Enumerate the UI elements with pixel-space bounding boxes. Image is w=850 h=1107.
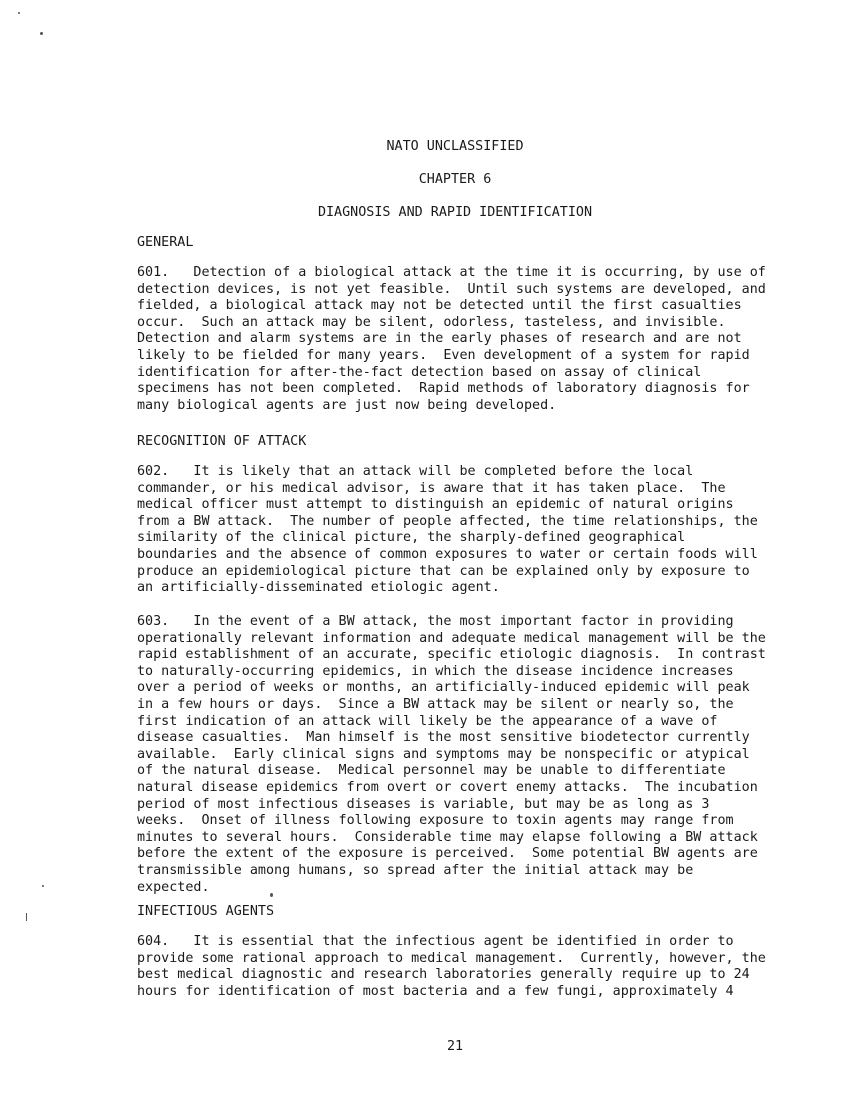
text-line: likely to be fielded for many years. Even development of a system for rapid	[137, 347, 750, 363]
scan-speck	[42, 885, 44, 887]
text-line: many biological agents are just now being developed.	[137, 397, 557, 413]
text-line: occur. Such an attack may be silent, odorless, tasteless, and invisible.	[137, 314, 726, 330]
paragraph-602	[137, 464, 758, 597]
chapter-title: DIAGNOSIS AND RAPID IDENTIFICATION	[317, 205, 593, 220]
text-line: before the extent of the exposure is perceived. Some potential BW agents are	[137, 846, 758, 862]
text-line: identification for after-the-fact detection based on assay of clinical	[137, 364, 702, 380]
text-line: specimens has not been completed. Rapid methods of laboratory diagnosis for	[137, 381, 750, 397]
text-line: rapid establishment of an accurate, specific etiologic diagnosis. In contrast	[137, 647, 766, 663]
text-line: in a few hours or days. Since a BW attack may be silent or nearly so, the	[137, 696, 734, 712]
text-line: 603. In the event of a BW attack, the most important factor in providing	[137, 614, 734, 629]
text-line: from a BW attack. The number of people affected, the time relationships, the	[137, 513, 758, 529]
text-line: 601. Detection of a biological attack at the time it is occurring, by use of	[137, 265, 766, 280]
text-line: natural disease epidemics from overt or covert enemy attacks. The incubation	[137, 779, 758, 795]
scan-speck	[18, 12, 20, 14]
text-line: minutes to several hours. Considerable time may elapse following a BW attack	[137, 829, 758, 845]
text-line: 602. It is likely that an attack will be completed before the local	[137, 464, 694, 479]
section-heading-recognition: RECOGNITION OF ATTACK	[137, 434, 307, 449]
text-line: Detection and alarm systems are in the early phases of research and are not	[137, 331, 742, 347]
paragraph-603	[137, 614, 766, 896]
text-line: weeks. Onset of illness following exposure to toxin agents may range from	[137, 813, 734, 829]
text-line: boundaries and the absence of common exposures to water or certain foods will	[137, 546, 758, 562]
text-line: medical officer must attempt to distinguish an epidemic of natural origins	[137, 497, 734, 513]
text-line: provide some rational approach to medical management. Currently, however, the	[137, 950, 766, 966]
page-number: 21	[446, 1039, 464, 1054]
text-line: operationally relevant information and adequate medical management will be the	[137, 630, 766, 646]
text-line: fielded, a biological attack may not be detected until the first casualties	[137, 298, 742, 314]
text-line: disease casualties. Man himself is the most sensitive biodetector currently	[137, 730, 750, 746]
chapter-number: CHAPTER 6	[418, 172, 492, 187]
text-line: commander, or his medical advisor, is aware that it has taken place. The	[137, 480, 726, 496]
text-line: over a period of weeks or months, an artificially-induced epidemic will peak	[137, 680, 750, 696]
scan-speck	[26, 913, 27, 921]
scan-speck	[40, 32, 43, 35]
classification-marking: NATO UNCLASSIFIED	[386, 139, 524, 154]
section-heading-infectious: INFECTIOUS AGENTS	[137, 904, 275, 919]
text-line: 604. It is essential that the infectious agent be identified in order to	[137, 934, 734, 949]
text-line: produce an epidemiological picture that can be explained only by exposure to	[137, 563, 750, 579]
text-line: transmissible among humans, so spread after the initial attack may be	[137, 862, 694, 878]
text-line: available. Early clinical signs and symptoms may be nonspecific or atypical	[137, 746, 750, 762]
text-line: hours for identification of most bacteria and a few fungi, approximately 4	[137, 983, 734, 999]
scan-speck	[270, 893, 273, 897]
text-line: detection devices, is not yet feasible. Until such systems are developed, and	[137, 281, 766, 297]
text-line: best medical diagnostic and research laboratories generally require up to 24	[137, 967, 750, 983]
text-line: period of most infectious diseases is variable, but may be as long as 3	[137, 796, 710, 812]
text-line: of the natural disease. Medical personnel may be unable to differentiate	[137, 763, 726, 779]
text-line: first indication of an attack will likely be the appearance of a wave of	[137, 713, 718, 729]
section-heading-general: GENERAL	[137, 235, 194, 250]
paragraph-604	[137, 934, 766, 1000]
text-line: expected.	[137, 879, 210, 895]
text-line: similarity of the clinical picture, the sharply-defined geographical	[137, 530, 686, 546]
text-line: an artificially-disseminated etiologic agent.	[137, 580, 500, 596]
text-line: to naturally-occurring epidemics, in which the disease incidence increases	[137, 663, 734, 679]
paragraph-601	[137, 265, 766, 414]
